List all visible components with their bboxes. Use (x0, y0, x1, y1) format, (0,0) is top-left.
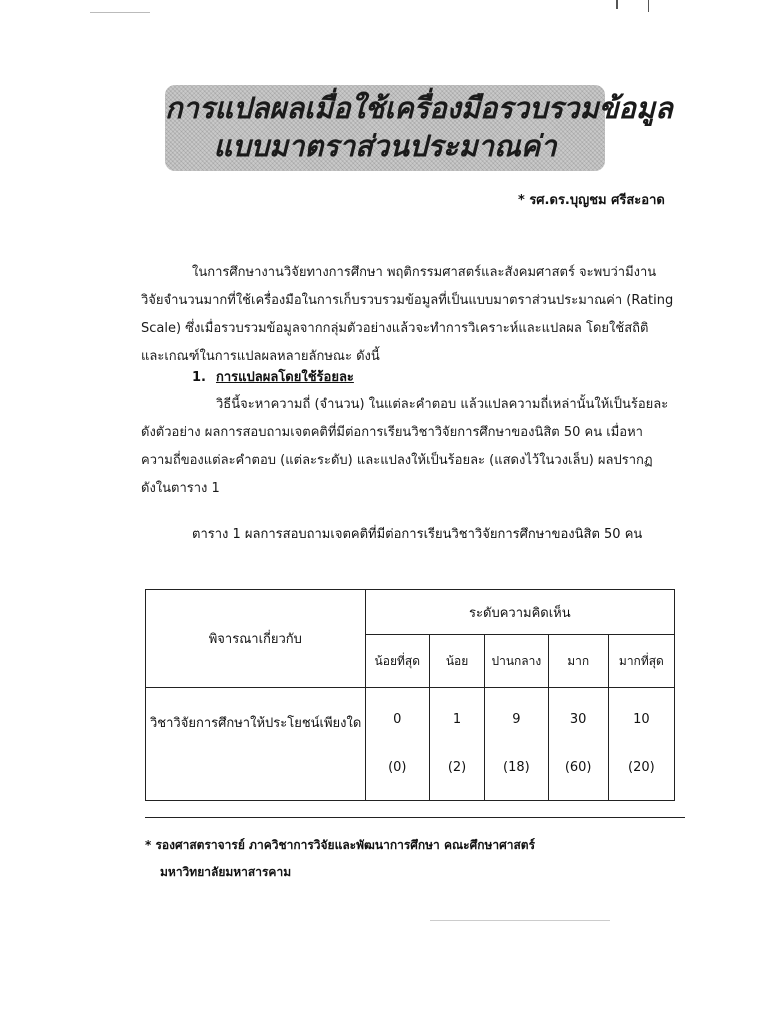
title-banner (165, 85, 673, 171)
intro-line-3: Scale) ซึ่งเมื่อรวบรวมข้อมูลจากกลุ่มตัวอย่างแล้วจะทำการวิเคราะห์และแปลผล โดยใช้สถิติ (141, 321, 649, 336)
scan-artifact-top (90, 12, 150, 13)
scan-artifact-top (616, 0, 618, 9)
intro-line-1: ในการศึกษางานวิจัยทางการศึกษา พฤติกรรมศาสตร์และสังคมศาสตร์ จะพบว่ามีงาน (192, 265, 657, 280)
section-1-line-3: ความถี่ของแต่ละคำตอบ (แต่ละระดับ) และแปลงให้เป็นร้อยละ (แสดงไว้ในวงเล็บ) ผลปรากฏ (141, 453, 653, 468)
row-header: พิจารณาเกี่ยวกับ (208, 632, 302, 647)
intro-line-2: วิจัยจำนวนมากที่ใช้เครื่องมือในการเก็บรวบรวมข้อมูลที่เป็นแบบมาตราส่วนประมาณค่า (Rating (141, 293, 674, 308)
section-1-number: 1. (192, 370, 206, 385)
table-cell (429, 688, 484, 801)
title-line-2: แบบมาตราส่วนประมาณค่า (213, 129, 557, 163)
scan-artifact-bottom (430, 920, 610, 921)
level-header-cell (485, 635, 548, 688)
count-value: 1 (452, 712, 462, 727)
section-1-line-1: วิธีนี้จะหาความถี่ (จำนวน) ในแต่ละคำตอบ แล้วแปลความถี่เหล่านั้นให้เป็นร้อยละ (216, 397, 669, 412)
table-cell (548, 688, 608, 801)
footnote-line-1: * รองศาสตราจารย์ ภาควิชาการวิจัยและพัฒนาการศึกษา คณะศึกษาศาสตร์ (145, 838, 536, 852)
count-value: 0 (393, 712, 402, 727)
table-cell (485, 688, 548, 801)
count-value: 9 (512, 712, 521, 727)
level-header: มาก (567, 653, 590, 668)
results-table (145, 589, 675, 801)
row-header-cell (146, 590, 366, 688)
title-line-1: การแปลผลเมื่อใช้เครื่องมือรวบรวมข้อมูล (165, 91, 673, 125)
level-header: ปานกลาง (491, 653, 542, 668)
percent-value: (2) (447, 760, 467, 775)
author: * รศ.ดร.บุญชม ศรีสะอาด (518, 193, 665, 208)
level-header-cell (365, 635, 429, 688)
level-header-cell (548, 635, 608, 688)
scan-artifact-top (648, 0, 649, 12)
level-header: มากที่สุด (618, 653, 664, 668)
percent-value: (20) (628, 760, 655, 775)
row-label: วิชาวิจัยการศึกษาให้ประโยชน์เพียงใด (150, 716, 362, 731)
section-1-line-4: ดังในตาราง 1 (141, 481, 220, 496)
level-header-cell (429, 635, 484, 688)
level-header: น้อย (445, 653, 469, 668)
percent-value: (18) (503, 760, 530, 775)
opinion-level-header: ระดับความคิดเห็น (469, 605, 571, 621)
section-1-heading (192, 366, 354, 387)
percent-value: (60) (564, 760, 592, 775)
intro-line-4: และเกณฑ์ในการแปลผลหลายลักษณะ ดังนี้ (141, 349, 380, 364)
percent-value: (0) (388, 760, 407, 775)
table-cell (608, 688, 674, 801)
footnote-divider (145, 817, 685, 818)
level-header-cell (608, 635, 674, 688)
count-value: 30 (569, 712, 587, 727)
opinion-level-header-cell (365, 590, 674, 635)
section-1-line-2: ดังตัวอย่าง ผลการสอบถามเจตคติที่มีต่อการเรียนวิชาวิจัยการศึกษาของนิสิต 50 คน เมื่อหา (141, 425, 643, 440)
level-header: น้อยที่สุด (374, 653, 420, 668)
count-value: 10 (633, 712, 650, 727)
table-cell (365, 688, 429, 801)
table-caption: ตาราง 1 ผลการสอบถามเจตคติที่มีต่อการเรียนวิชาวิจัยการศึกษาของนิสิต 50 คน (192, 527, 643, 542)
section-1-title: การแปลผลโดยใช้ร้อยละ (215, 370, 354, 385)
footnote-line-2: มหาวิทยาลัยมหาสารคาม (160, 865, 292, 879)
row-label-cell (146, 688, 366, 801)
